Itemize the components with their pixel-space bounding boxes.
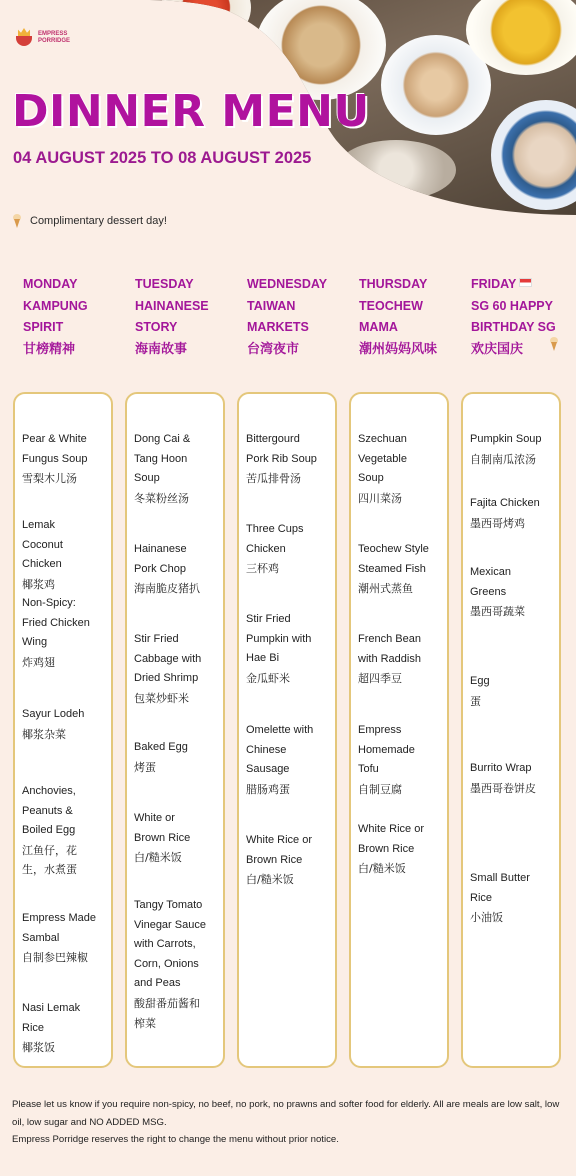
menu-item-chinese: 自制参巴辣椒 [22, 951, 88, 965]
menu-item-name: White Rice or [246, 834, 313, 846]
day-header-line: SG 60 HAPPY [471, 298, 553, 313]
menu-item-name: Brown Rice [358, 842, 415, 855]
day-header [359, 274, 437, 360]
menu-item-chinese: 椰浆鸡 [22, 577, 55, 591]
menu-item-chinese: 蛋 [470, 694, 481, 708]
menu-item-name: Chinese [246, 743, 287, 756]
dessert-note [12, 214, 167, 228]
menu-item-name: Hainanese [134, 543, 187, 555]
menu-item [246, 721, 336, 799]
menu-item-name: Lemak [22, 519, 56, 531]
menu-item-name: Peanuts & [22, 804, 73, 817]
menu-item [134, 896, 224, 1033]
menu-item [134, 738, 224, 777]
menu-item [246, 610, 336, 688]
menu-item-name: Sambal [22, 931, 60, 944]
menu-item-name: Brown Rice [134, 831, 191, 844]
menu-item-chinese: 白/糙米饭 [246, 873, 294, 887]
menu-item-chinese: 苦瓜排骨汤 [246, 472, 301, 486]
menu-item-name: Wing [22, 636, 48, 649]
menu-item-name: Rice [22, 1021, 45, 1034]
menu-item [22, 909, 112, 968]
menu-item-name: Three Cups [246, 523, 304, 535]
menu-item-chinese: 四川菜汤 [358, 491, 402, 505]
menu-item [470, 672, 560, 711]
seafood-bowl-image [491, 100, 576, 210]
menu-item [22, 705, 112, 744]
menu-item-name: Szechuan [358, 433, 407, 445]
menu-item [246, 430, 336, 489]
logo-text: EMPRESS PORRIDGE [38, 31, 71, 44]
menu-item-name: Mexican [470, 566, 511, 578]
menu-item-name: Chicken [246, 542, 286, 555]
menu-item-name: Vinegar Sauce [134, 918, 206, 931]
menu-item-name: Non-Spicy: [22, 597, 76, 609]
dessert-note-text: Complimentary dessert day! [30, 215, 167, 227]
menu-item-name: Brown Rice [246, 853, 303, 866]
menu-item-name: Pumpkin Soup [470, 433, 542, 445]
menu-item-name: Teochew Style [358, 543, 429, 555]
menu-item-chinese: 白/糙米饭 [134, 851, 182, 865]
menu-item-name: Fried Chicken [22, 616, 90, 629]
menu-item-chinese: 自制南瓜浓汤 [470, 452, 536, 466]
menu-item-chinese: 墨西哥蔬菜 [470, 605, 525, 619]
menu-item [358, 540, 448, 599]
menu-item-name: Anchovies, [22, 785, 76, 797]
day-header-chinese: 海南故事 [135, 341, 188, 357]
menu-item-name: Steamed Fish [358, 562, 426, 575]
day-header [247, 274, 327, 360]
day-headers [0, 274, 576, 364]
date-range: 04 AUGUST 2025 TO 08 AUGUST 2025 [13, 149, 312, 167]
clam-dish-image [336, 140, 456, 200]
page-title: DINNER MENU [12, 86, 370, 137]
menu-item-name: Empress [358, 724, 402, 736]
day-header-line: MAMA [359, 320, 398, 334]
menu-item [134, 540, 224, 599]
menu-item-name: Coconut [22, 538, 63, 551]
menu-item-name: Egg [470, 675, 490, 687]
menu-item-name: Pork Rib Soup [246, 452, 317, 465]
menu-item-name: Soup [358, 472, 384, 485]
menu-item-name: Pear & White [22, 433, 87, 445]
menu-item-name: Omelette with [246, 724, 314, 736]
menu-item-name: Dried Shrimp [134, 672, 199, 685]
menu-item-name: Rice [470, 891, 493, 904]
menu-item-name: Vegetable [358, 452, 407, 465]
menu-item-chinese: 生，水煮蛋 [22, 863, 77, 877]
day-header [23, 274, 88, 360]
menu-item-chinese: 自制豆腐 [358, 782, 402, 796]
tomato-bowl-image [161, 0, 251, 45]
disclaimer: Empress Porridge reserves the right to change the menu without prior notice. [12, 1134, 339, 1145]
menu-item-name: Stir Fried [134, 633, 179, 645]
menu-item [22, 999, 112, 1058]
menu-item-chinese: 白/糙米饭 [358, 862, 406, 876]
menu-item-name: Small Butter [470, 872, 530, 884]
menu-item-chinese: 酸甜番茄酱和 [134, 996, 200, 1010]
menu-item-name: Tang Hoon [134, 452, 188, 465]
ice-cream-icon [549, 337, 559, 351]
day-header-line: MARKETS [247, 320, 309, 334]
menu-item-name: Tofu [358, 763, 379, 776]
singapore-flag-icon [519, 278, 532, 287]
menu-item [470, 759, 560, 798]
menu-item-chinese: 腊肠鸡蛋 [246, 782, 290, 796]
day-header-line: TAIWAN [247, 298, 296, 313]
menu-item-chinese: 炸鸡翅 [22, 655, 55, 669]
day-header-chinese: 潮州妈妈风味 [359, 341, 438, 357]
menu-item-name: Sayur Lodeh [22, 708, 85, 720]
menu-item-chinese: 烤蛋 [134, 760, 156, 774]
day-header [471, 274, 556, 360]
menu-item-name: and Peas [134, 977, 181, 990]
menu-item-chinese: 墨西哥卷饼皮 [470, 781, 536, 795]
menu-item-chinese: 雪梨木儿汤 [22, 472, 77, 486]
menu-item [358, 820, 448, 879]
menu-item-chinese: 金瓜虾米 [246, 671, 290, 685]
menu-item [358, 630, 448, 689]
footer [12, 1096, 568, 1149]
day-header [135, 274, 209, 360]
day-header-line: THURSDAY [359, 277, 428, 291]
menu-item-name: with Carrots, [134, 938, 196, 951]
menu-item [470, 494, 560, 533]
menu-item-name: Nasi Lemak [22, 1002, 81, 1014]
menu-item [22, 516, 112, 594]
menu-item-name: Corn, Onions [134, 957, 199, 970]
menu-item-name: Stir Fried [246, 613, 291, 625]
menu-item [22, 430, 112, 489]
menu-item-name: White or [134, 812, 175, 824]
menu-item [470, 430, 560, 469]
menu-item-chinese: 三杯鸡 [246, 562, 279, 576]
ice-cream-icon [12, 214, 22, 228]
menu-item [246, 831, 336, 890]
menu-item [470, 869, 560, 928]
menu-item-name: Empress Made [22, 912, 96, 924]
menu-item-chinese: 小油饭 [470, 911, 503, 925]
menu-item-name: Hae Bi [246, 652, 280, 665]
menu-item-name: White Rice or [358, 823, 425, 835]
day-header-line: WEDNESDAY [247, 277, 328, 291]
menu-item-name: Fajita Chicken [470, 497, 540, 509]
menu-item [358, 430, 448, 508]
day-header-line: FRIDAY [471, 274, 556, 296]
menu-item-name: French Bean [358, 633, 421, 645]
menu-item-chinese: 江鱼仔，花 [22, 843, 77, 857]
menu-item [22, 782, 112, 880]
menu-item-name: with Raddish [358, 652, 421, 665]
day-header-line: STORY [135, 320, 178, 334]
menu-item-chinese: 榨菜 [134, 1016, 156, 1030]
menu-item [246, 520, 336, 579]
day-header-chinese: 欢庆国庆 [471, 341, 524, 357]
menu-item [22, 594, 112, 672]
chicken-soup-image [256, 0, 386, 100]
menu-item-name: Boiled Egg [22, 824, 76, 837]
menu-item-name: Pork Chop [134, 562, 186, 575]
menu-item-chinese: 潮州式蒸鱼 [358, 582, 413, 596]
menu-item-name: Greens [470, 585, 507, 598]
menu-item-chinese: 海南脆皮猪扒 [134, 582, 200, 596]
menu-item-chinese: 超四季豆 [358, 672, 402, 686]
menu-item-name: Fungus Soup [22, 452, 88, 465]
menu-item-name: Soup [134, 472, 160, 485]
day-header-line: TUESDAY [135, 277, 194, 291]
day-header-line: KAMPUNG [23, 298, 88, 313]
menu-item-chinese: 椰浆杂菜 [22, 727, 66, 741]
menu-item-name: Dong Cai & [134, 433, 191, 445]
day-header-line: BIRTHDAY SG [471, 320, 556, 334]
menu-item-name: Burrito Wrap [470, 762, 532, 774]
crown-bowl-icon [14, 26, 34, 50]
day-header-line: MONDAY [23, 277, 78, 291]
menu-item-name: Homemade [358, 743, 415, 756]
menu-item-name: Tangy Tomato [134, 899, 203, 911]
menu-item [358, 721, 448, 799]
menu-item-name: Pumpkin with [246, 632, 312, 645]
day-header-line: TEOCHEW [359, 298, 423, 313]
menu-item [470, 563, 560, 622]
menu-item-chinese: 包菜炒虾米 [134, 691, 189, 705]
menu-item-name: Baked Egg [134, 741, 188, 753]
menu-item-name: Chicken [22, 558, 62, 571]
menu-item-name: Cabbage with [134, 652, 202, 665]
brand-logo [14, 26, 86, 50]
menu-item-name: Bittergourd [246, 433, 300, 445]
menu-item-chinese: 墨西哥烤鸡 [470, 516, 525, 530]
menu-item [134, 430, 224, 508]
menu-item-name: Sausage [246, 763, 290, 776]
day-header-line: HAINANESE [135, 298, 209, 313]
day-header-line: SPIRIT [23, 320, 64, 334]
menu-item-chinese: 椰浆饭 [22, 1041, 55, 1055]
day-header-chinese: 台湾夜市 [247, 341, 300, 357]
menu-item [134, 630, 224, 708]
menu-item [134, 809, 224, 868]
dietary-note: Please let us know if you require non-spicy, no beef, no pork, no prawns and softer food for elderly. All are meals are low salt, low oil, low sugar and NO ADDED MSG. [12, 1099, 560, 1128]
day-header-chinese: 甘榜精神 [23, 341, 76, 357]
menu-item-chinese: 冬菜粉丝汤 [134, 491, 189, 505]
